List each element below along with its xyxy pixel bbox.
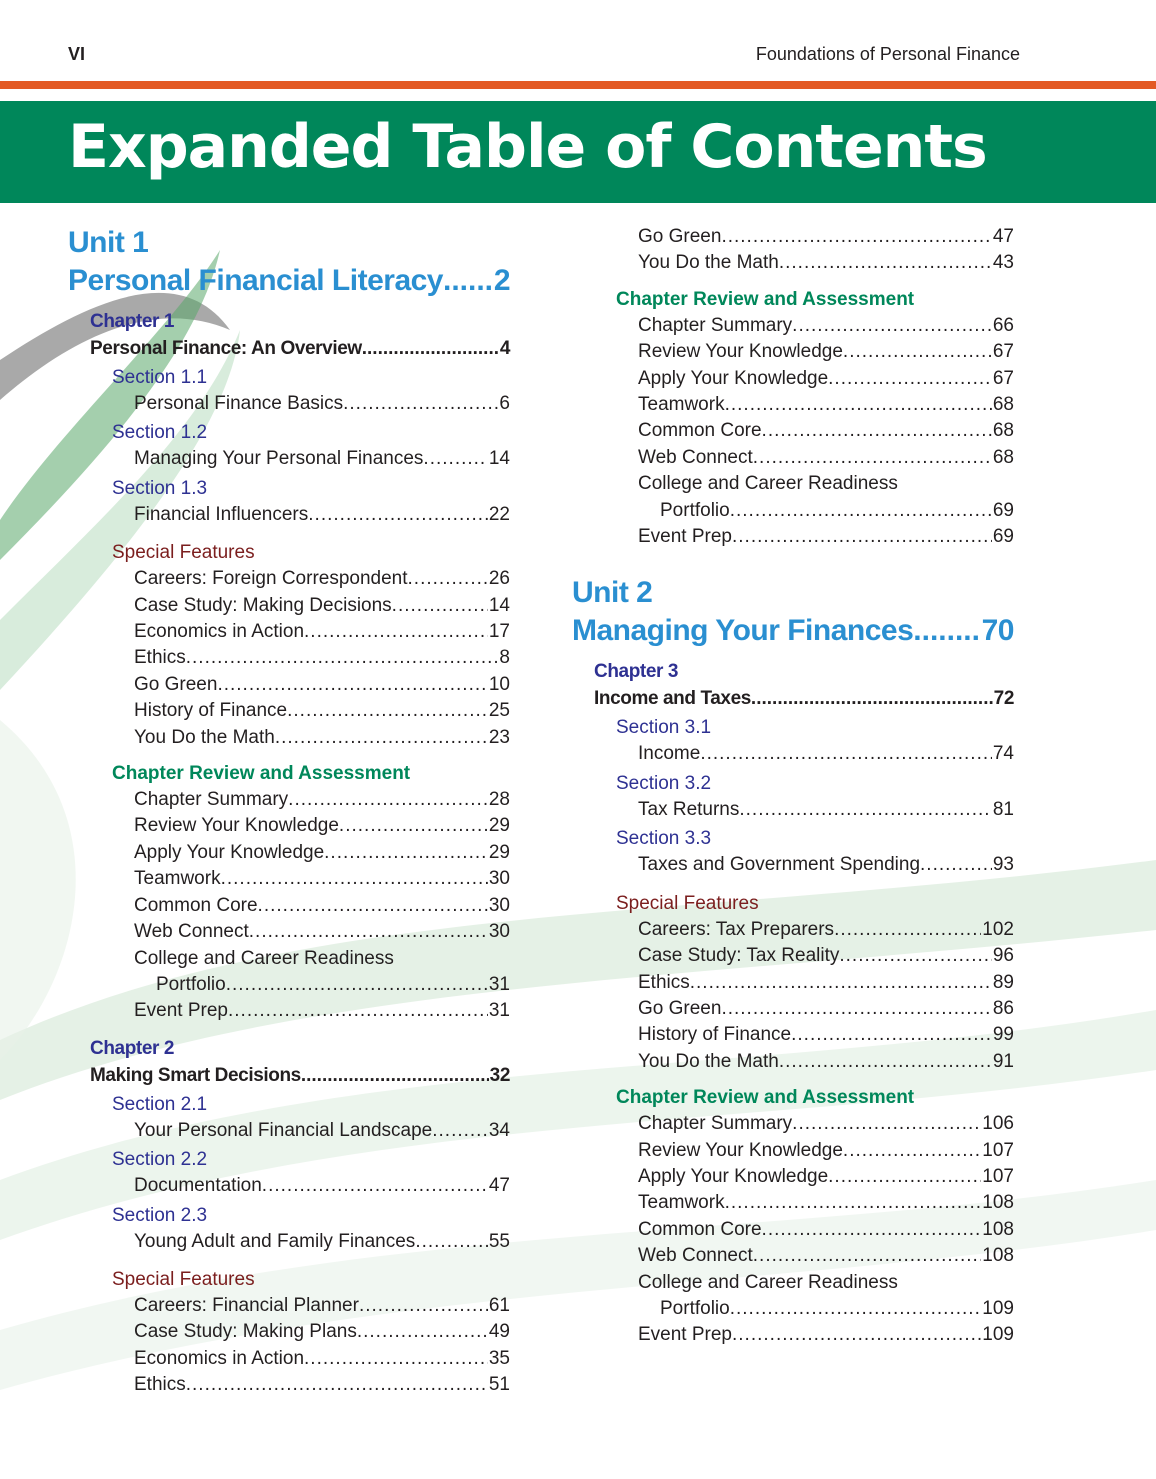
- entry-title: Web Connect: [134, 921, 249, 943]
- toc-entry[interactable]: [112, 972, 510, 998]
- toc-entry[interactable]: [616, 996, 1014, 1022]
- toc-entry[interactable]: [616, 917, 1014, 943]
- page-number: 14: [488, 594, 510, 616]
- entry-title: Go Green: [638, 226, 722, 247]
- dot-leader: [843, 1138, 981, 1164]
- dot-leader: [304, 1346, 488, 1372]
- dot-leader: [730, 1296, 982, 1322]
- entry-title: Making Smart Decisions: [90, 1064, 301, 1086]
- entry-title: Income: [638, 743, 701, 765]
- dot-leader: [721, 224, 991, 250]
- dot-leader: [357, 1319, 488, 1345]
- dot-leader: [739, 797, 991, 823]
- entry-title: Case Study: Making Decisions: [134, 594, 392, 616]
- page-number: 30: [488, 868, 510, 890]
- chapter-title-entry[interactable]: [90, 335, 510, 362]
- entry-title: Web Connect: [638, 446, 753, 468]
- dot-leader: [221, 866, 488, 892]
- dot-leader: [301, 1062, 489, 1089]
- toc-entry[interactable]: [616, 224, 1014, 250]
- entry-title: Careers: Tax Preparers: [638, 918, 835, 940]
- toc-entry[interactable]: [616, 1243, 1014, 1269]
- entry-title: Personal Financial Literacy: [68, 264, 443, 297]
- dot-leader: [275, 725, 488, 751]
- chapter-2-contents: [112, 1092, 510, 1399]
- dot-leader: [443, 262, 493, 300]
- entry-title: Personal Finance Basics: [134, 393, 344, 414]
- page-number: 51: [488, 1374, 510, 1396]
- toc-entry[interactable]: [616, 313, 1014, 339]
- section-label: Section 2.2: [112, 1149, 208, 1171]
- entry-title: Economics in Action: [134, 1347, 305, 1369]
- unit-number: Unit 1: [68, 226, 149, 259]
- toc-entry[interactable]: [616, 970, 1014, 996]
- unit-title-entry[interactable]: [68, 262, 510, 300]
- page-number: 86: [992, 997, 1014, 1019]
- page-number: 55: [488, 1230, 510, 1252]
- chapter-review-heading: Chapter Review and Assessment: [616, 1087, 915, 1109]
- page-number: 106: [982, 1113, 1014, 1135]
- chapter-2-contents-continued: [616, 224, 1014, 550]
- toc-entry-line[interactable]: [616, 1270, 1014, 1296]
- chapter-title-entry[interactable]: [90, 1062, 510, 1089]
- dot-leader: [226, 972, 488, 998]
- page-number: 89: [992, 971, 1014, 993]
- page-number: 74: [992, 743, 1014, 765]
- toc-entry[interactable]: [112, 446, 510, 472]
- dot-leader: [920, 852, 992, 878]
- dot-leader: [186, 645, 499, 671]
- toc-entry[interactable]: [616, 1111, 1014, 1137]
- page-number: 67: [992, 367, 1014, 389]
- page-number: 49: [488, 1321, 510, 1343]
- dot-leader: [362, 335, 499, 362]
- page-number: 68: [992, 446, 1014, 468]
- entry-title: Your Personal Financial Landscape: [134, 1119, 433, 1141]
- entry-title: College and Career Readiness: [134, 947, 394, 969]
- dot-leader: [408, 566, 488, 592]
- toc-entry[interactable]: [112, 1173, 510, 1199]
- toc-entry[interactable]: [112, 672, 510, 698]
- dot-leader: [415, 1229, 488, 1255]
- dot-leader: [258, 893, 488, 919]
- toc-entry[interactable]: [616, 366, 1014, 392]
- entry-title: Apply Your Knowledge: [134, 841, 325, 863]
- chapter-review-heading: Chapter Review and Assessment: [112, 763, 411, 785]
- page-number: 109: [982, 1324, 1014, 1346]
- page-number: 29: [488, 815, 510, 837]
- toc-entry[interactable]: [112, 1319, 510, 1345]
- toc-entry[interactable]: [616, 741, 1014, 767]
- toc-left-column: [68, 224, 510, 1399]
- entry-title: Ethics: [134, 1374, 186, 1396]
- toc-entry[interactable]: [616, 797, 1014, 823]
- toc-entry[interactable]: [112, 1293, 510, 1319]
- toc-entry[interactable]: [112, 1346, 510, 1372]
- dot-leader: [217, 672, 487, 698]
- toc-entry[interactable]: [616, 1049, 1014, 1075]
- page-number: 14: [488, 448, 510, 470]
- entry-title: Event Prep: [638, 1324, 732, 1346]
- dot-leader: [721, 996, 991, 1022]
- orange-rule: [0, 81, 1156, 89]
- toc-entry[interactable]: [112, 1229, 510, 1255]
- toc-entry-line[interactable]: [616, 471, 1014, 497]
- page-number: 26: [488, 568, 510, 590]
- entry-title: Income and Taxes: [594, 688, 751, 710]
- toc-entry[interactable]: [616, 339, 1014, 365]
- entry-title: College and Career Readiness: [638, 1271, 898, 1293]
- page-number: 43: [992, 252, 1014, 274]
- entry-title: Case Study: Making Plans: [134, 1321, 357, 1343]
- toc-entry[interactable]: [616, 524, 1014, 550]
- toc-entry[interactable]: [112, 893, 510, 919]
- toc-entry[interactable]: [112, 813, 510, 839]
- entry-title: Financial Influencers: [134, 503, 309, 525]
- dot-leader: [186, 1372, 488, 1398]
- entry-title: You Do the Math: [638, 252, 779, 274]
- entry-title: Personal Finance: An Overview: [90, 338, 362, 359]
- entry-title: Review Your Knowledge: [638, 341, 843, 363]
- dot-leader: [792, 313, 992, 339]
- dot-leader: [732, 524, 992, 550]
- page-number: 99: [992, 1024, 1014, 1046]
- dot-leader: [762, 1217, 982, 1243]
- entry-title: Chapter Summary: [134, 789, 289, 811]
- toc-entry[interactable]: [616, 1164, 1014, 1190]
- dot-leader: [753, 1243, 982, 1269]
- dot-leader: [732, 1322, 981, 1348]
- entry-title: Economics in Action: [134, 621, 305, 643]
- section-label: Section 3.2: [616, 772, 712, 794]
- special-features-heading: Special Features: [616, 892, 759, 914]
- toc-entry[interactable]: [112, 1372, 510, 1398]
- entry-title: Event Prep: [134, 1000, 228, 1022]
- toc-entry[interactable]: [112, 866, 510, 892]
- dot-leader: [725, 1190, 982, 1216]
- entry-title: You Do the Math: [638, 1050, 779, 1072]
- dot-leader: [779, 250, 992, 276]
- page-number: 31: [488, 973, 510, 995]
- page-number: 28: [488, 789, 510, 811]
- dot-leader: [308, 502, 488, 528]
- entry-title: Ethics: [134, 647, 186, 669]
- section-label: Section 1.2: [112, 422, 208, 444]
- page-number: 108: [982, 1192, 1014, 1214]
- entry-title: Careers: Financial Planner: [134, 1294, 359, 1316]
- page-number: 29: [488, 841, 510, 863]
- entry-title: Review Your Knowledge: [638, 1139, 843, 1161]
- page-number: 102: [982, 918, 1014, 940]
- toc-entry[interactable]: [112, 619, 510, 645]
- chapter-number: Chapter 2: [90, 1037, 175, 1059]
- chapter-3-contents: [616, 715, 1014, 1348]
- dot-leader: [843, 339, 992, 365]
- dot-leader: [730, 498, 992, 524]
- section-label: Section 3.1: [616, 717, 712, 739]
- page-number: 107: [982, 1165, 1014, 1187]
- page-number: 2: [493, 264, 510, 297]
- toc-entry[interactable]: [616, 1190, 1014, 1216]
- page-number: 68: [992, 420, 1014, 442]
- toc-entry[interactable]: [112, 502, 510, 528]
- dot-leader: [288, 787, 488, 813]
- page-number: 69: [992, 499, 1014, 521]
- toc-entry[interactable]: [112, 840, 510, 866]
- dot-leader: [339, 813, 488, 839]
- dot-leader: [432, 1118, 488, 1144]
- page-number: 4: [499, 338, 510, 359]
- chapter-3: [594, 658, 1014, 712]
- chapter-review-heading: Chapter Review and Assessment: [616, 288, 915, 310]
- dot-leader: [913, 612, 980, 650]
- toc-entry[interactable]: [112, 698, 510, 724]
- page-number: 22: [488, 503, 510, 525]
- dot-leader: [304, 619, 488, 645]
- page-number: 108: [982, 1218, 1014, 1240]
- entry-title: Go Green: [638, 997, 722, 1019]
- entry-title: Teamwork: [638, 1192, 725, 1214]
- special-features-heading: Special Features: [112, 1268, 255, 1290]
- chapter-2: [90, 1035, 510, 1089]
- entry-title: Event Prep: [638, 526, 732, 548]
- dot-leader: [423, 446, 487, 472]
- toc-right-column: [572, 224, 1014, 1349]
- toc-entry[interactable]: [112, 645, 510, 671]
- chapter-title-entry[interactable]: [594, 685, 1014, 712]
- entry-title: Teamwork: [134, 868, 221, 890]
- entry-title: Portfolio: [660, 499, 730, 521]
- entry-title: Young Adult and Family Finances: [134, 1230, 416, 1252]
- page-number: 47: [488, 1175, 510, 1197]
- entry-title: Common Core: [134, 894, 258, 916]
- toc-entry-line[interactable]: [112, 946, 510, 972]
- title-banner: [0, 101, 1156, 203]
- dot-leader: [287, 698, 488, 724]
- toc-entry[interactable]: [112, 725, 510, 751]
- entry-title: Ethics: [638, 971, 690, 993]
- entry-title: College and Career Readiness: [638, 473, 898, 495]
- toc-entry[interactable]: [616, 445, 1014, 471]
- dot-leader: [690, 970, 992, 996]
- dot-leader: [828, 366, 992, 392]
- entry-title: Careers: Foreign Correspondent: [134, 568, 408, 590]
- toc-entry[interactable]: [616, 250, 1014, 276]
- toc-entry[interactable]: [112, 998, 510, 1024]
- page-number: 69: [992, 526, 1014, 548]
- dot-leader: [753, 445, 992, 471]
- entry-title: Review Your Knowledge: [134, 815, 339, 837]
- chapter-number: Chapter 1: [90, 311, 175, 332]
- toc-entry[interactable]: [112, 919, 510, 945]
- toc-entry[interactable]: [112, 787, 510, 813]
- entry-title: Go Green: [134, 673, 218, 695]
- entry-title: Web Connect: [638, 1245, 753, 1267]
- page-number: 6: [499, 393, 510, 414]
- page-number: 81: [992, 798, 1014, 820]
- dot-leader: [725, 392, 992, 418]
- toc-entry[interactable]: [616, 1322, 1014, 1348]
- entry-title: History of Finance: [134, 700, 288, 722]
- dot-leader: [751, 685, 993, 712]
- page-number: 10: [488, 673, 510, 695]
- page-number: 30: [488, 921, 510, 943]
- toc-entry[interactable]: [616, 1022, 1014, 1048]
- dot-leader: [249, 919, 488, 945]
- toc-entry[interactable]: [616, 852, 1014, 878]
- toc-entry[interactable]: [112, 1118, 510, 1144]
- page-number: 107: [982, 1139, 1014, 1161]
- entry-title: Apply Your Knowledge: [638, 367, 829, 389]
- page-number: 32: [489, 1064, 510, 1086]
- entry-title: You Do the Math: [134, 726, 275, 748]
- dot-leader: [792, 1111, 981, 1137]
- toc-entry[interactable]: [112, 391, 510, 417]
- toc-entry[interactable]: [616, 1138, 1014, 1164]
- dot-leader: [839, 943, 992, 969]
- page-title: Expanded Table of Contents: [68, 112, 987, 182]
- dot-leader: [262, 1173, 488, 1199]
- entry-title: Managing Your Finances: [572, 614, 914, 648]
- section-label: Section 2.1: [112, 1093, 208, 1115]
- page-number: 31: [488, 1000, 510, 1022]
- toc-entry[interactable]: [616, 418, 1014, 444]
- page-number: 66: [992, 314, 1014, 336]
- entry-title: Chapter Summary: [638, 314, 793, 336]
- dot-leader: [762, 418, 992, 444]
- entry-title: Teamwork: [638, 394, 725, 416]
- dot-leader: [828, 1164, 981, 1190]
- entry-title: Taxes and Government Spending: [638, 854, 921, 876]
- toc-entry[interactable]: [616, 1296, 1014, 1322]
- chapter-1-contents: [112, 365, 510, 1025]
- unit-number: Unit 2: [572, 576, 653, 610]
- dot-leader: [791, 1022, 992, 1048]
- page-number: 30: [488, 894, 510, 916]
- toc-entry[interactable]: [112, 566, 510, 592]
- page-number: 25: [488, 700, 510, 722]
- page-number: 96: [992, 945, 1014, 967]
- entry-title: Documentation: [134, 1175, 262, 1197]
- entry-title: Managing Your Personal Finances: [134, 448, 424, 470]
- page-number: 68: [992, 394, 1014, 416]
- page-number: 34: [488, 1119, 510, 1141]
- page-number: 72: [993, 688, 1014, 710]
- page-number: 35: [488, 1347, 510, 1369]
- dot-leader: [324, 840, 488, 866]
- toc-entry[interactable]: [616, 392, 1014, 418]
- page-number: 91: [992, 1050, 1014, 1072]
- dot-leader: [228, 998, 488, 1024]
- dot-leader: [779, 1049, 992, 1075]
- page-number: 17: [488, 621, 510, 643]
- entry-title: Portfolio: [156, 973, 226, 995]
- dot-leader: [359, 1293, 488, 1319]
- special-features-heading: Special Features: [112, 542, 255, 564]
- page-number: 93: [992, 854, 1014, 876]
- toc-entry[interactable]: [112, 593, 510, 619]
- chapter-1: [90, 308, 510, 362]
- dot-leader: [392, 593, 488, 619]
- entry-title: Portfolio: [660, 1297, 730, 1319]
- section-label: Section 2.3: [112, 1204, 208, 1226]
- section-label: Section 1.3: [112, 477, 208, 499]
- page-number: 8: [499, 647, 510, 669]
- dot-leader: [834, 917, 981, 943]
- toc-entry[interactable]: [616, 943, 1014, 969]
- entry-title: Chapter Summary: [638, 1113, 793, 1135]
- chapter-number: Chapter 3: [594, 661, 679, 683]
- dot-leader: [700, 741, 992, 767]
- page-folio: VI: [68, 44, 86, 64]
- running-title: Foundations of Personal Finance: [755, 44, 1020, 64]
- entry-title: History of Finance: [638, 1024, 792, 1046]
- page-number: 108: [982, 1245, 1014, 1267]
- entry-title: Apply Your Knowledge: [638, 1165, 829, 1187]
- entry-title: Tax Returns: [638, 798, 740, 820]
- page-number: 109: [982, 1297, 1014, 1319]
- entry-title: Case Study: Tax Reality: [638, 945, 840, 967]
- page-number: 70: [981, 614, 1014, 648]
- section-label: Section 1.1: [112, 367, 208, 388]
- entry-title: Common Core: [638, 420, 762, 442]
- page-number: 23: [488, 726, 510, 748]
- page-number: 61: [488, 1294, 510, 1316]
- page-number: 47: [992, 226, 1014, 247]
- section-label: Section 3.3: [616, 828, 712, 850]
- dot-leader: [343, 391, 498, 417]
- page-number: 67: [992, 341, 1014, 363]
- toc-entry[interactable]: [616, 498, 1014, 524]
- entry-title: Common Core: [638, 1218, 762, 1240]
- unit-title-entry[interactable]: [572, 612, 1014, 650]
- toc-entry[interactable]: [616, 1217, 1014, 1243]
